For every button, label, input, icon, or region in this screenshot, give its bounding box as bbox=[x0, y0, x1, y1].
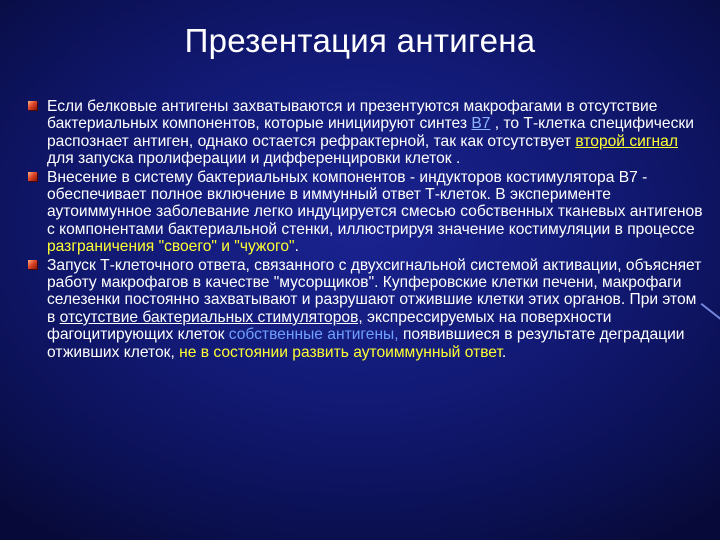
cannot-develop-highlight: не в состоянии развить аутоиммунный ответ bbox=[179, 343, 502, 361]
p1-text-c: для запуска пролиферации и дифференцировки клеток . bbox=[47, 150, 461, 168]
self-nonself-highlight: разграничения "своего" и "чужого" bbox=[47, 238, 295, 256]
bullet-item-3 bbox=[28, 257, 708, 361]
p1-text-a: Если белковые антигены захватываются и презентуются макрофагами в отсутствие бактериальных компонентов, которые инициируют синтез bbox=[47, 98, 658, 133]
p3-end: . bbox=[501, 343, 507, 361]
p3-text-c: появившиеся в результате деградации отживших клеток, bbox=[47, 326, 685, 361]
second-signal-link[interactable]: второй сигнал bbox=[575, 132, 678, 150]
p1-text-b: , то Т-клетка специфически распознает антиген, однако остается рефрактерной, так как отсутствует bbox=[47, 115, 694, 150]
square-bullet-icon bbox=[28, 101, 37, 110]
p3-text-a: Запуск Т-клеточного ответа, связанного с двухсигнальной системой активации, объясняет работу макрофагов в качестве "мусорщиков". Купферовские клетки печени, макрофаги селезенки постоянно захватывают и разрушают отжившие клетки этих органов. При этом в bbox=[47, 256, 702, 326]
p2-end: . bbox=[294, 238, 299, 256]
p3-text-b: экспрессируемых на поверхности фагоцитирующих клеток bbox=[47, 308, 612, 344]
b7-link[interactable]: B7 bbox=[471, 115, 491, 133]
slide-body bbox=[28, 98, 708, 362]
bullet-item-1 bbox=[28, 98, 708, 168]
absence-of-stimulators-link[interactable]: отсутствие бактериальных стимуляторов, bbox=[59, 308, 363, 326]
slide-title: Презентация антигена bbox=[184, 22, 536, 59]
square-bullet-icon bbox=[28, 260, 37, 269]
own-antigens-highlight: собственные антигены, bbox=[228, 326, 399, 344]
bullet-item-2 bbox=[28, 169, 708, 256]
square-bullet-icon bbox=[28, 172, 37, 181]
p2-text-a: Внесение в систему бактериальных компонентов - индукторов костимулятора В7 - обеспечивает полное включение в иммунный ответ Т-клеток. В эксперименте аутоиммунное заболевание легко индуцируется смесью собственных тканевых антигенов с компонентами бактериальной стенки, иллюстрируя значение костимуляции в процессе bbox=[47, 168, 703, 238]
